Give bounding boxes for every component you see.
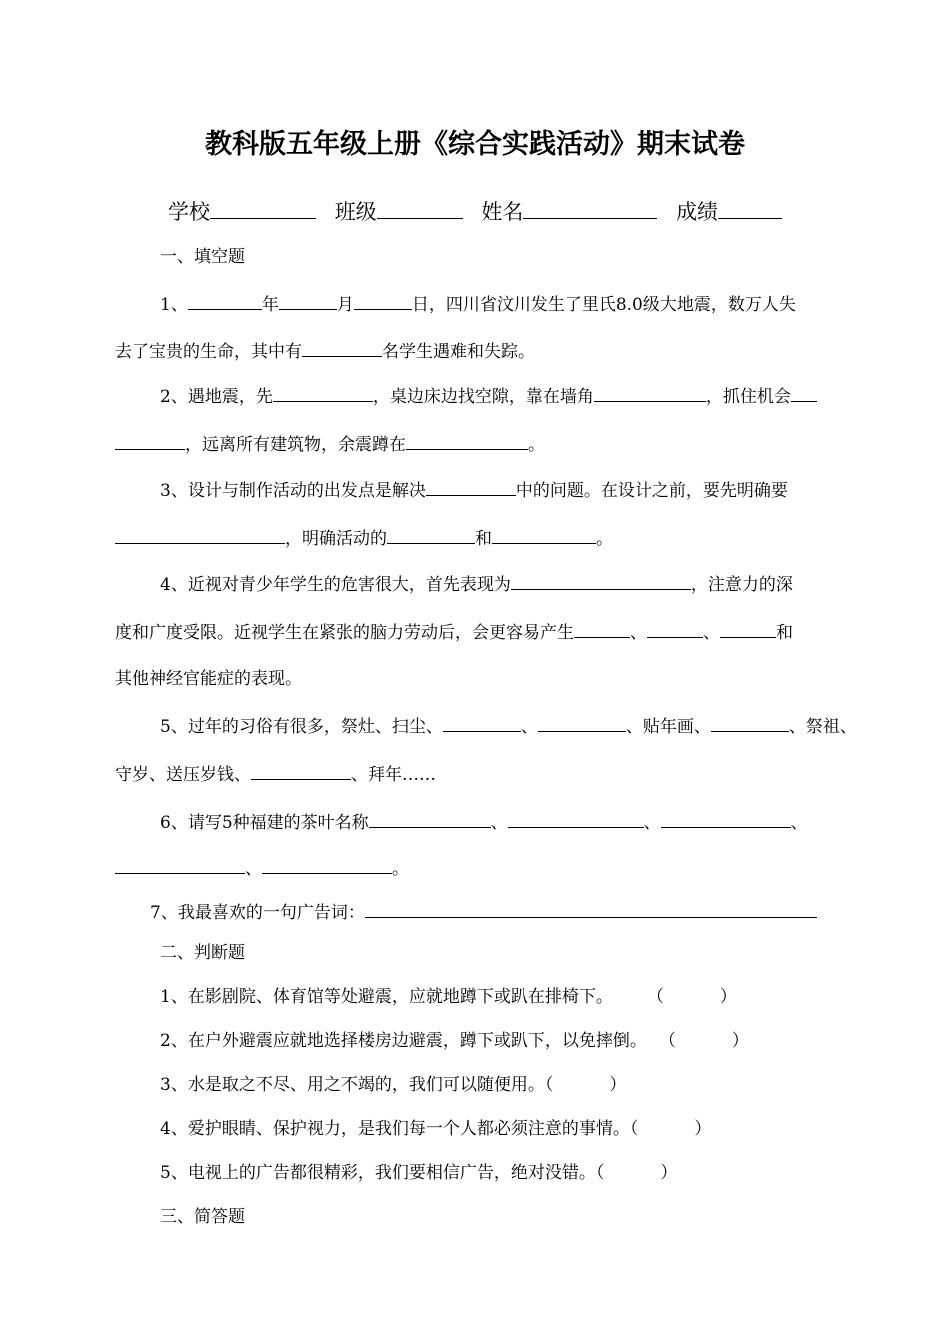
student-info-row (168, 196, 794, 226)
tf-item-3: 3、水是取之不尽、用之不竭的，我们可以随便用。（ ） (160, 1075, 627, 1095)
question-3-line-1: 3、设计与制作活动的出发点是解决 中的问题。在设计之前，要先明确要 (0, 478, 950, 502)
school-label: 学校 (168, 200, 210, 224)
question-6-line-1: 6、请写5种福建的茶叶名称 、 、 、 (0, 810, 950, 834)
answer-blank[interactable] (369, 810, 491, 828)
score-label: 成绩 (676, 200, 719, 224)
class-label: 班级 (334, 200, 377, 224)
class-field[interactable] (377, 198, 463, 219)
answer-paren[interactable]: （ (646, 987, 664, 1007)
tf-item-1: 1、在影剧院、体育馆等处避震，应就地蹲下或趴在排椅下。 （ ） (160, 987, 737, 1007)
question-2-line-2: ，远离所有建筑物，余震蹲在 。 (0, 432, 950, 456)
question-1-line-2: 去了宝贵的生命，其中有 名学生遇难和失踪。 (0, 339, 950, 363)
answer-blank[interactable] (115, 432, 185, 450)
question-4-line-1: 4、近视对青少年学生的危害很大，首先表现为 ，注意力的深 (0, 572, 950, 596)
answer-blank[interactable] (115, 526, 285, 544)
answer-paren[interactable]: （ (629, 1119, 639, 1139)
answer-blank[interactable] (115, 856, 245, 874)
question-5-line-2: 守岁、送压岁钱、 、拜年…… (0, 762, 950, 786)
answer-blank[interactable] (538, 714, 626, 732)
answer-blank[interactable] (661, 810, 791, 828)
answer-blank[interactable] (594, 384, 706, 402)
question-4-line-2: 度和广度受限。近视学生在紧张的脑力劳动后，会更容易产生 、 、 和 (0, 620, 950, 644)
section-heading-short-answer: 三、简答题 (160, 1207, 245, 1227)
answer-paren[interactable]: （ (544, 1075, 554, 1095)
question-2-line-1: 2、遇地震，先 ，桌边床边找空隙，靠在墙角 ，抓住机会 (0, 384, 950, 408)
answer-blank[interactable] (647, 620, 703, 638)
answer-blank[interactable] (365, 900, 817, 918)
answer-blank[interactable] (354, 292, 412, 310)
answer-blank[interactable] (791, 384, 817, 402)
tf-item-4: 4、爱护眼睛、保护视力，是我们每一个人都必须注意的事情。（ ） (160, 1119, 712, 1139)
question-7: 7、我最喜欢的一句广告词： (0, 900, 950, 924)
question-5-line-1: 5、过年的习俗有很多，祭灶、扫尘、 、 、贴年画、 、祭祖、 (0, 714, 950, 738)
name-field[interactable] (523, 198, 657, 219)
answer-paren[interactable]: （ (595, 1163, 605, 1183)
score-field[interactable] (718, 198, 782, 219)
answer-blank[interactable] (511, 572, 691, 590)
section-heading-fill-in: 一、填空题 (160, 247, 245, 267)
answer-blank[interactable] (387, 526, 475, 544)
answer-blank[interactable] (720, 620, 776, 638)
answer-blank[interactable] (426, 478, 516, 496)
question-3-line-2: ，明确活动的 和 。 (0, 526, 950, 550)
tf-item-2: 2、在户外避震应就地选择楼房边避震，蹲下或趴下，以免摔倒。 （ ） (160, 1031, 749, 1051)
answer-blank[interactable] (262, 856, 392, 874)
question-4-line-3: 其他神经官能症的表现。 (115, 669, 302, 689)
answer-blank[interactable] (711, 714, 789, 732)
answer-blank[interactable] (279, 292, 337, 310)
page-title: 教科版五年级上册《综合实践活动》期末试卷 (205, 129, 745, 160)
question-6-line-2: 、 。 (0, 856, 950, 880)
school-field[interactable] (210, 198, 316, 219)
answer-blank[interactable] (443, 714, 521, 732)
answer-blank[interactable] (302, 339, 382, 357)
answer-blank[interactable] (406, 432, 528, 450)
answer-blank[interactable] (273, 384, 373, 402)
answer-blank[interactable] (251, 762, 351, 780)
section-heading-true-false: 二、判断题 (160, 943, 245, 963)
answer-blank[interactable] (188, 292, 262, 310)
question-1-line-1: 1、 年 月 日，四川省汶川发生了里氏8.0级大地震，数万人失 (0, 292, 950, 316)
tf-item-5: 5、电视上的广告都很精彩，我们要相信广告，绝对没错。（ ） (160, 1163, 678, 1183)
name-label: 姓名 (481, 200, 524, 224)
answer-blank[interactable] (508, 810, 644, 828)
answer-blank[interactable] (574, 620, 630, 638)
answer-blank[interactable] (492, 526, 596, 544)
answer-paren[interactable]: （ (658, 1031, 676, 1051)
